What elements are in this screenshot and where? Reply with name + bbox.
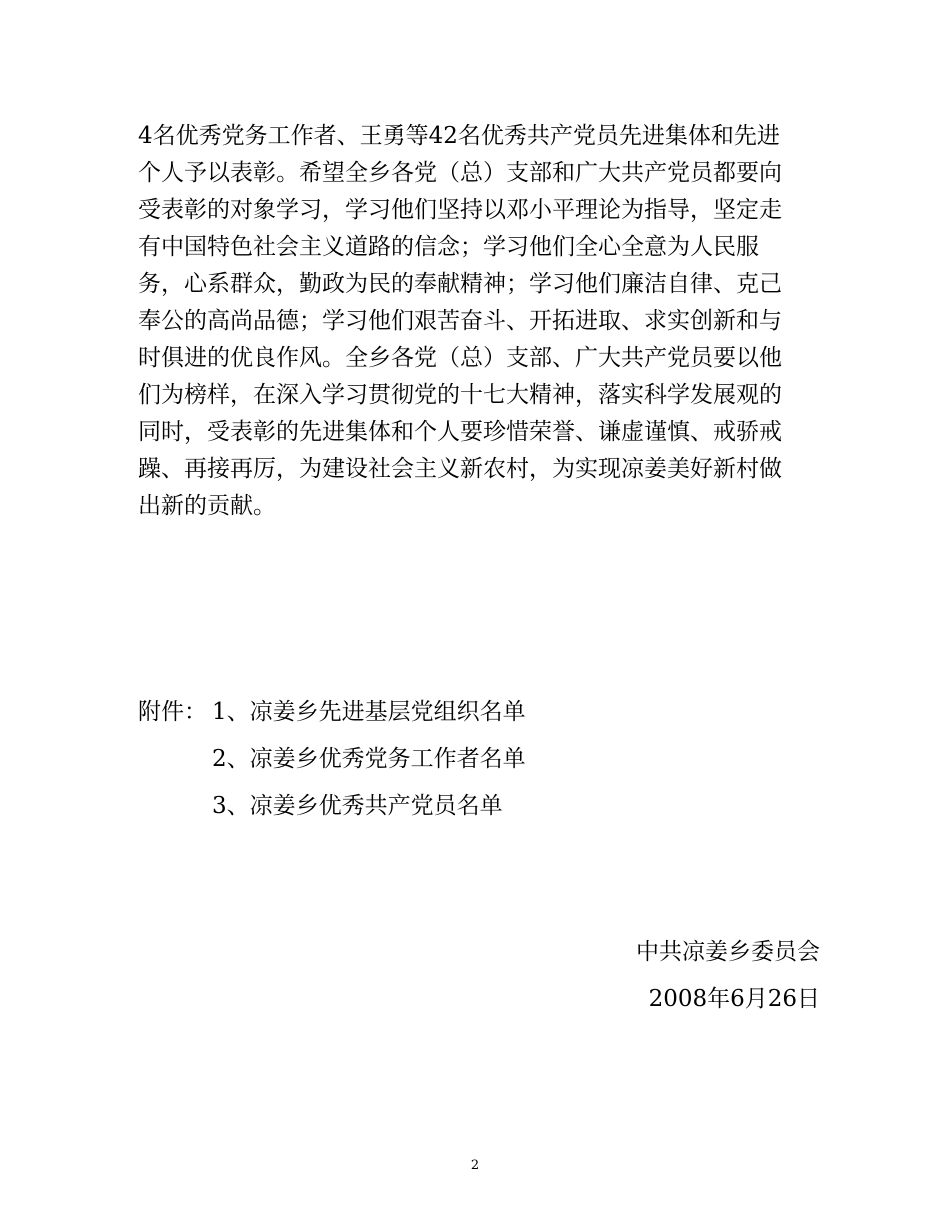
- body-line-7: 时俱进的优良作风。全乡各党（总）支部、广大共产党员要以他: [138, 345, 782, 371]
- body-line-11: 出新的贡献。: [138, 493, 276, 519]
- attachment-item-text: 1、凉姜乡先进基层党组织名单: [212, 699, 526, 725]
- body-line-9: 同时，受表彰的先进集体和个人要珍惜荣誉、谦虚谨慎、戒骄戒: [138, 419, 782, 445]
- signature-date: 2008年6月26日: [648, 986, 820, 1012]
- signature-organization: 中共凉姜乡委员会: [636, 939, 820, 965]
- body-line-8: 们为榜样，在深入学习贯彻党的十七大精神，落实科学发展观的: [138, 382, 782, 408]
- attachments-label: 附件：: [138, 699, 207, 725]
- attachment-item-text: 3、凉姜乡优秀共产党员名单: [212, 793, 503, 819]
- body-line-6: 奉公的高尚品德；学习他们艰苦奋斗、开拓进取、求实创新和与: [138, 308, 782, 334]
- attachments-list: [138, 694, 828, 835]
- body-line-4: 有中国特色社会主义道路的信念；学习他们全心全意为人民服: [138, 234, 759, 260]
- body-line-5: 务，心系群众，勤政为民的奉献精神；学习他们廉洁自律、克己: [138, 271, 782, 297]
- attachment-item-text: 2、凉姜乡优秀党务工作者名单: [212, 746, 526, 772]
- body-line-1: 4名优秀党务工作者、王勇等42名优秀共产党员先进集体和先进: [138, 123, 780, 149]
- attachment-item-1: [138, 694, 828, 731]
- body-line-2: 个人予以表彰。希望全乡各党（总）支部和广大共产党员都要向: [138, 160, 782, 186]
- attachment-item-2: [138, 741, 828, 778]
- body-line-3: 受表彰的对象学习，学习他们坚持以邓小平理论为指导，坚定走: [138, 197, 782, 223]
- attachment-item-3: [138, 788, 828, 825]
- page-number: 2: [470, 1158, 480, 1173]
- body-line-10: 躁、再接再厉，为建设社会主义新农村，为实现凉姜美好新村做: [138, 456, 782, 482]
- body-paragraph: [138, 118, 828, 525]
- signature-block: [636, 934, 820, 1028]
